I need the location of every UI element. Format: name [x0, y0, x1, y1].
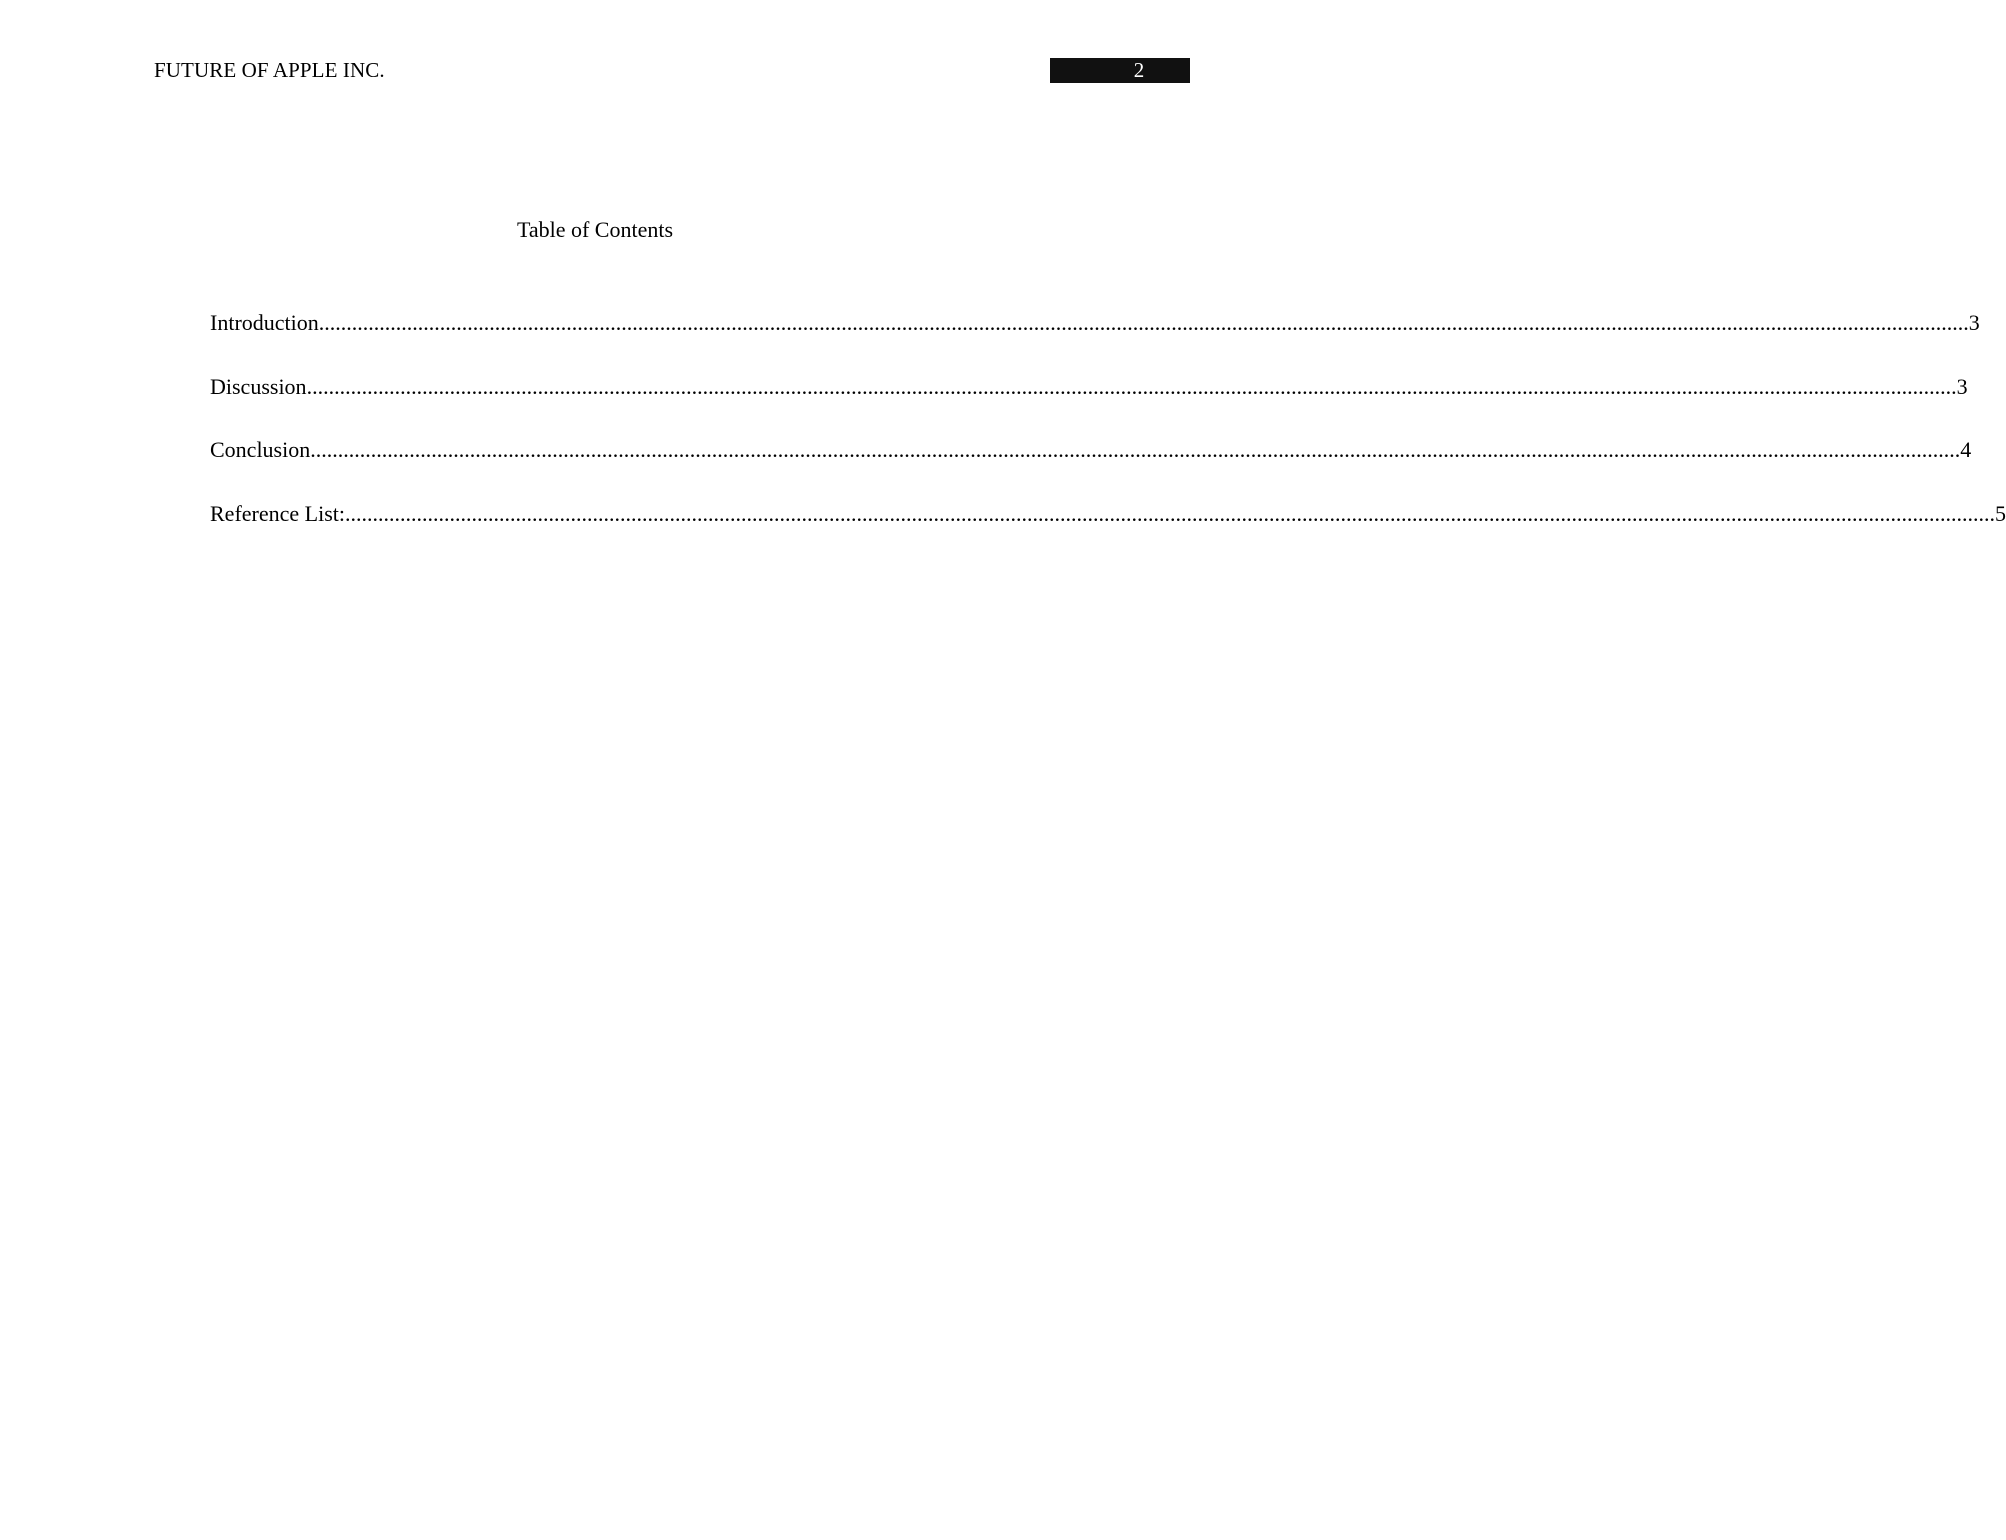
- toc-entry-discussion[interactable]: [210, 373, 1968, 437]
- toc-entry-page: 5: [1995, 500, 2006, 526]
- toc-entry-conclusion[interactable]: [210, 436, 1972, 500]
- toc-title: Table of Contents: [516, 217, 674, 242]
- toc-entry-introduction[interactable]: [210, 309, 1980, 373]
- toc-entry-page: 4: [1960, 437, 1972, 462]
- toc-dot-leader: ............................................................................................................................................................................................................................................................................................................: [310, 437, 1961, 462]
- toc-entry-label: Conclusion: [210, 437, 311, 462]
- page-number: 2: [1133, 58, 1145, 82]
- toc-list: [210, 309, 2006, 563]
- toc-dot-leader: ............................................................................................................................................................................................................................................................................................................: [318, 310, 1969, 335]
- toc-entry-label: Introduction: [210, 310, 319, 335]
- running-head: FUTURE OF APPLE INC.: [154, 58, 385, 82]
- toc-dot-leader: ............................................................................................................................................................................................................................................................................................................: [306, 373, 1957, 399]
- page-number-box: [1050, 58, 1190, 83]
- toc-entry-reference-list[interactable]: [210, 500, 2006, 564]
- toc-entry-page: 3: [1956, 373, 1968, 399]
- toc-entry-label: Reference List:: [210, 500, 345, 526]
- toc-entry-label: Discussion: [210, 373, 307, 399]
- toc-entry-page: 3: [1968, 310, 1980, 335]
- toc-dot-leader: ............................................................................................................................................................................................................................................................................................................: [345, 500, 1995, 526]
